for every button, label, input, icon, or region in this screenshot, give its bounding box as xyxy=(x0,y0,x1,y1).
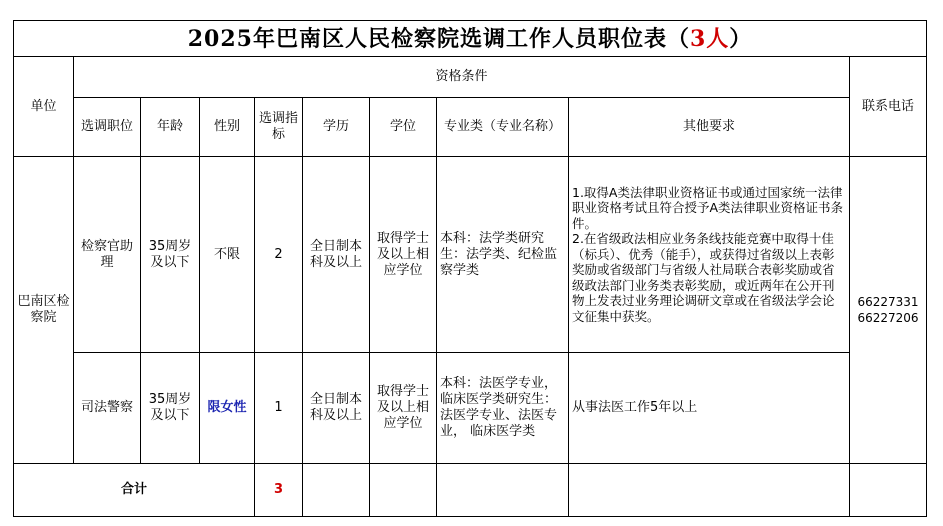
header-major: 专业类（专业名称） xyxy=(437,98,569,157)
header-other: 其他要求 xyxy=(569,98,850,157)
row1-education: 全日制本科及以上 xyxy=(303,157,370,353)
table-row xyxy=(14,157,927,353)
row1-other: 1.取得A类法律职业资格证书或通过国家统一法律职业资格考试且符合授予A类法律职业资格证书条件。 2.在省级政法相应业务条线技能竞赛中取得十佳（标兵）、优秀（能手），或获得过省级以上表彰奖励或省级部门与省级人社局联合表彰奖励或省级政法部门业务类表彰奖励，或近两年在公开刊物上发表过业务理论调研文章或在省级法学会论文征集中获奖。 xyxy=(569,157,850,353)
header-age: 年龄 xyxy=(141,98,200,157)
row2-quota: 1 xyxy=(255,353,303,464)
empty-cell xyxy=(850,464,927,517)
title-text: 2025年巴南区人民检察院选调工作人员职位表（ xyxy=(187,25,690,52)
row1-quota: 2 xyxy=(255,157,303,353)
empty-cell xyxy=(569,464,850,517)
page-title xyxy=(14,21,927,57)
empty-cell xyxy=(370,464,437,517)
empty-cell xyxy=(437,464,569,517)
header-contact: 联系电话 xyxy=(850,57,927,157)
row2-degree: 取得学士及以上相应学位 xyxy=(370,353,437,464)
row2-age: 35周岁及以下 xyxy=(141,353,200,464)
title-count: 3人 xyxy=(689,25,730,52)
title-close: ） xyxy=(729,25,753,52)
row2-gender: 限女性 xyxy=(200,353,255,464)
row1-gender: 不限 xyxy=(200,157,255,353)
row1-degree: 取得学士及以上相应学位 xyxy=(370,157,437,353)
total-value: 3 xyxy=(255,464,303,517)
header-quota: 选调指标 xyxy=(255,98,303,157)
row1-position: 检察官助理 xyxy=(74,157,141,353)
header-education: 学历 xyxy=(303,98,370,157)
empty-cell xyxy=(303,464,370,517)
header-gender: 性别 xyxy=(200,98,255,157)
position-table xyxy=(13,20,927,517)
header-unit: 单位 xyxy=(14,57,74,157)
header-position: 选调职位 xyxy=(74,98,141,157)
header-degree: 学位 xyxy=(370,98,437,157)
row1-major: 本科：法学类研究生：法学类、纪检监察学类 xyxy=(437,157,569,353)
header-qualifications: 资格条件 xyxy=(74,57,850,98)
row2-position: 司法警察 xyxy=(74,353,141,464)
unit-name: 巴南区检察院 xyxy=(14,157,74,464)
contact-phone: 66227331 66227206 xyxy=(850,157,927,464)
table-row xyxy=(14,353,927,464)
total-label: 合计 xyxy=(14,464,255,517)
row2-major: 本科：法医学专业，临床医学类研究生：法医学专业、法医专业， 临床医学类 xyxy=(437,353,569,464)
total-row xyxy=(14,464,927,517)
row2-other: 从事法医工作5年以上 xyxy=(569,353,850,464)
row1-age: 35周岁及以下 xyxy=(141,157,200,353)
row2-education: 全日制本科及以上 xyxy=(303,353,370,464)
